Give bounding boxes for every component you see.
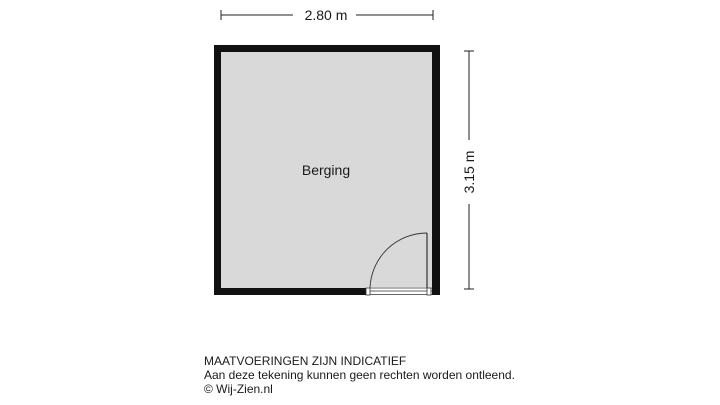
height-dimension <box>461 51 477 289</box>
door-frame-left <box>366 288 370 295</box>
height-dimension-label: 3.15 m <box>461 150 477 194</box>
room-label: Berging <box>301 162 351 178</box>
footer-disclaimer <box>204 354 515 396</box>
disclaimer-text: Aan deze tekening kunnen geen rechten worden ontleend. <box>204 368 515 382</box>
room-berging <box>214 45 440 296</box>
disclaimer-title: MAATVOERINGEN ZIJN INDICATIEF <box>204 354 407 368</box>
width-dimension <box>221 7 433 23</box>
door-frame-right <box>427 288 431 295</box>
width-dimension-label: 2.80 m <box>304 7 348 23</box>
copyright-notice: © Wij-Zien.nl <box>204 382 273 396</box>
